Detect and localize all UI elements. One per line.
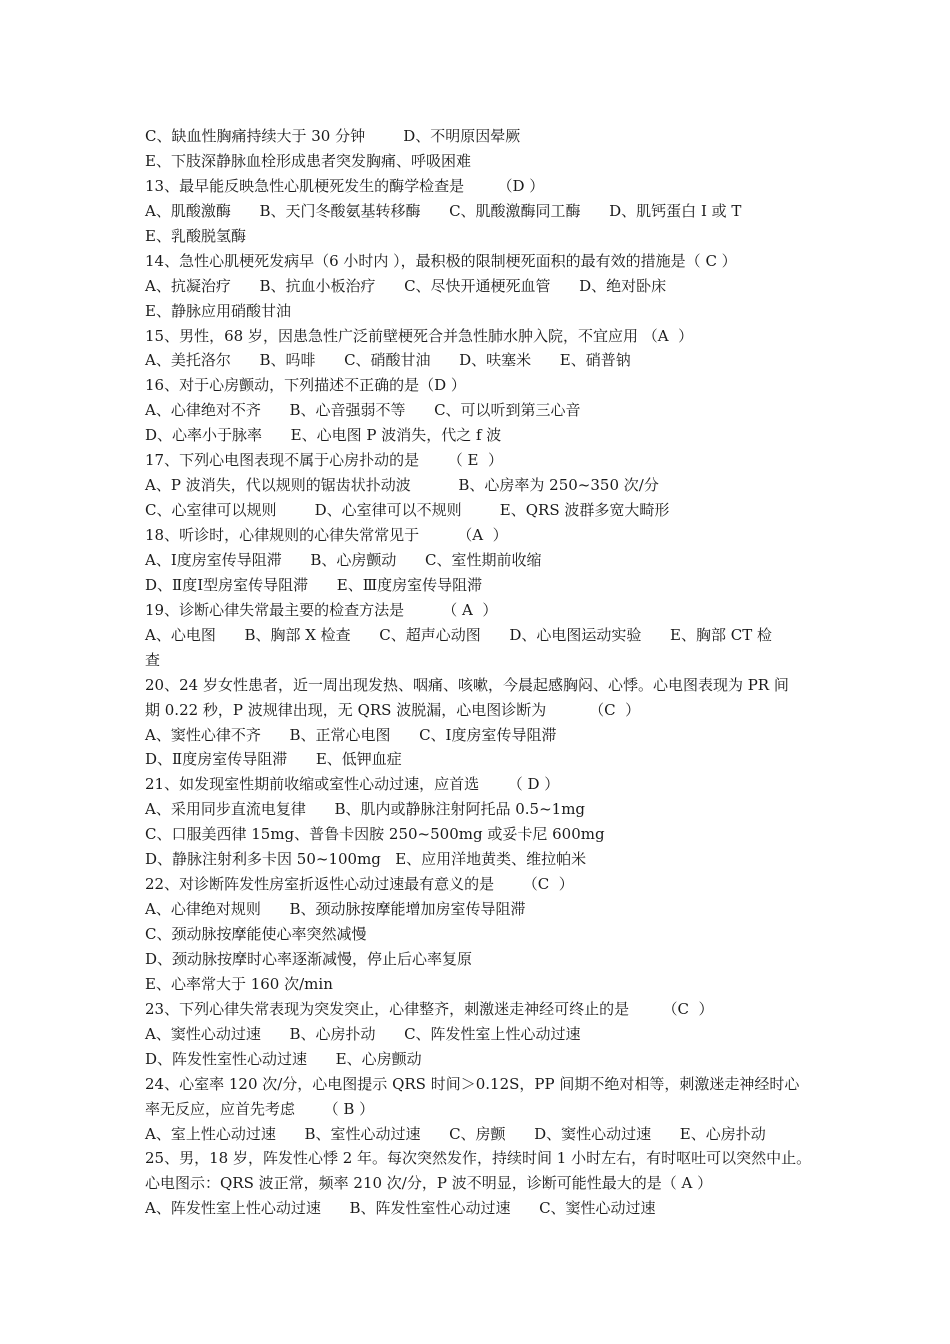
question-14: 14、急性心肌梗死发病早（6 小时内 ），最积极的限制梗死面积的最有效的措施是（ C ） [145, 251, 737, 270]
text-line: A、心律绝对不齐 B、心音强弱不等 C、可以听到第三心音 [145, 401, 581, 420]
text-line: E、心率常大于 160 次/min [145, 974, 333, 993]
question-13: 13、最早能反映急性心肌梗死发生的酶学检查是 （D ） [145, 176, 545, 195]
text-line: A、采用同步直流电复律 B、肌内或静脉注射阿托品 0.5~1mg [145, 800, 586, 819]
text-line: D、颈动脉按摩时心率逐渐减慢，停止后心率复原 [145, 949, 473, 968]
text-line: 心电图示：QRS 波正常，频率 210 次/分，P 波不明显，诊断可能性最大的是（ A ） [145, 1174, 713, 1193]
text-body [145, 124, 815, 1221]
text-line: D、Ⅱ度Ⅰ型房室传导阻滞 E、Ⅲ度房室传导阻滞 [145, 575, 483, 594]
question-21: 21、如发现室性期前收缩或室性心动过速，应首选 （ D ） [145, 775, 560, 794]
text-line: D、Ⅱ度房室传导阻滞 E、低钾血症 [145, 750, 402, 769]
text-line: C、颈动脉按摩能使心率突然减慢 [145, 925, 367, 943]
question-16: 16、对于心房颤动，下列描述不正确的是（D ） [145, 376, 466, 395]
text-line: D、阵发性室性心动过速 E、心房颤动 [145, 1049, 422, 1068]
question-25: 25、男，18 岁，阵发性心悸 2 年。每次突然发作，持续时间 1 小时左右，有时呕吐可以突然中止。 [145, 1149, 812, 1168]
text-line: A、肌酸激酶 B、天门冬酸氨基转移酶 C、肌酸激酶同工酶 D、肌钙蛋白 I 或 T [145, 201, 742, 220]
text-line: A、抗凝治疗 B、抗血小板治疗 C、尽快开通梗死血管 D、绝对卧床 [145, 276, 667, 295]
text-line: A、P 波消失，代以规则的锯齿状扑动波 B、心房率为 250~350 次/分 [145, 476, 659, 495]
question-19: 19、诊断心律失常最主要的检查方法是 （ A ） [145, 600, 498, 619]
question-22: 22、对诊断阵发性房室折返性心动过速最有意义的是 （C ） [145, 875, 574, 894]
text-line: A、室上性心动过速 B、室性心动过速 C、房颤 D、窦性心动过速 E、心房扑动 [145, 1124, 766, 1143]
question-23: 23、下列心律失常表现为突发突止，心律整齐，刺激迷走神经可终止的是 （C ） [145, 999, 714, 1018]
text-line: E、下肢深静脉血栓形成患者突发胸痛、呼吸困难 [145, 151, 471, 170]
text-line: A、Ⅰ度房室传导阻滞 B、心房颤动 C、室性期前收缩 [145, 550, 542, 569]
text-line: A、窦性心动过速 B、心房扑动 C、阵发性室上性心动过速 [145, 1024, 581, 1043]
text-line: 率无反应，应首先考虑 （ B ） [145, 1099, 375, 1118]
question-15: 15、男性，68 岁，因患急性广泛前壁梗死合并急性肺水肿入院，不宜应用 （A ） [145, 326, 694, 345]
text-line: A、心电图 B、胸部 X 检查 C、超声心动图 D、心电图运动实验 E、胸部 CT 检 [145, 625, 772, 644]
text-line: D、心率小于脉率 E、心电图 P 波消失，代之 f 波 [145, 426, 502, 445]
question-24: 24、心室率 120 次/分，心电图提示 QRS 时间＞0.12S，PP 间期不绝对相等，刺激迷走神经时心 [145, 1074, 800, 1093]
text-line: D、静脉注射利多卡因 50~100mg E、应用洋地黄类、维拉帕米 [145, 850, 587, 869]
text-line: 期 0.22 秒，P 波规律出现，无 QRS 波脱漏，心电图诊断为 （C ） [145, 700, 641, 719]
text-line: A、阵发性室上性心动过速 B、阵发性室性心动过速 C、窦性心动过速 [145, 1199, 656, 1218]
text-line: E、静脉应用硝酸甘油 [145, 301, 291, 320]
question-17: 17、下列心电图表现不属于心房扑动的是 （ E ） [145, 451, 503, 470]
text-line: A、心律绝对规则 B、颈动脉按摩能增加房室传导阻滞 [145, 900, 526, 919]
text-line: 查 [145, 650, 161, 669]
text-line: C、口服美西律 15mg、普鲁卡因胺 250~500mg 或妥卡尼 600mg [145, 825, 605, 844]
text-line: A、美托洛尔 B、吗啡 C、硝酸甘油 D、呋塞米 E、硝普钠 [145, 351, 631, 370]
text-line: A、窦性心律不齐 B、正常心电图 C、Ⅰ度房室传导阻滞 [145, 725, 557, 744]
text-line: C、缺血性胸痛持续大于 30 分钟 D、不明原因晕厥 [145, 127, 521, 145]
question-20: 20、24 岁女性患者，近一周出现发热、咽痛、咳嗽，今晨起感胸闷、心悸。心电图表现为 PR 间 [145, 675, 789, 694]
text-line: E、乳酸脱氢酶 [145, 226, 246, 245]
question-18: 18、听诊时，心律规则的心律失常常见于 （A ） [145, 526, 508, 544]
text-line: C、心室律可以规则 D、心室律可以不规则 E、QRS 波群多宽大畸形 [145, 501, 670, 520]
